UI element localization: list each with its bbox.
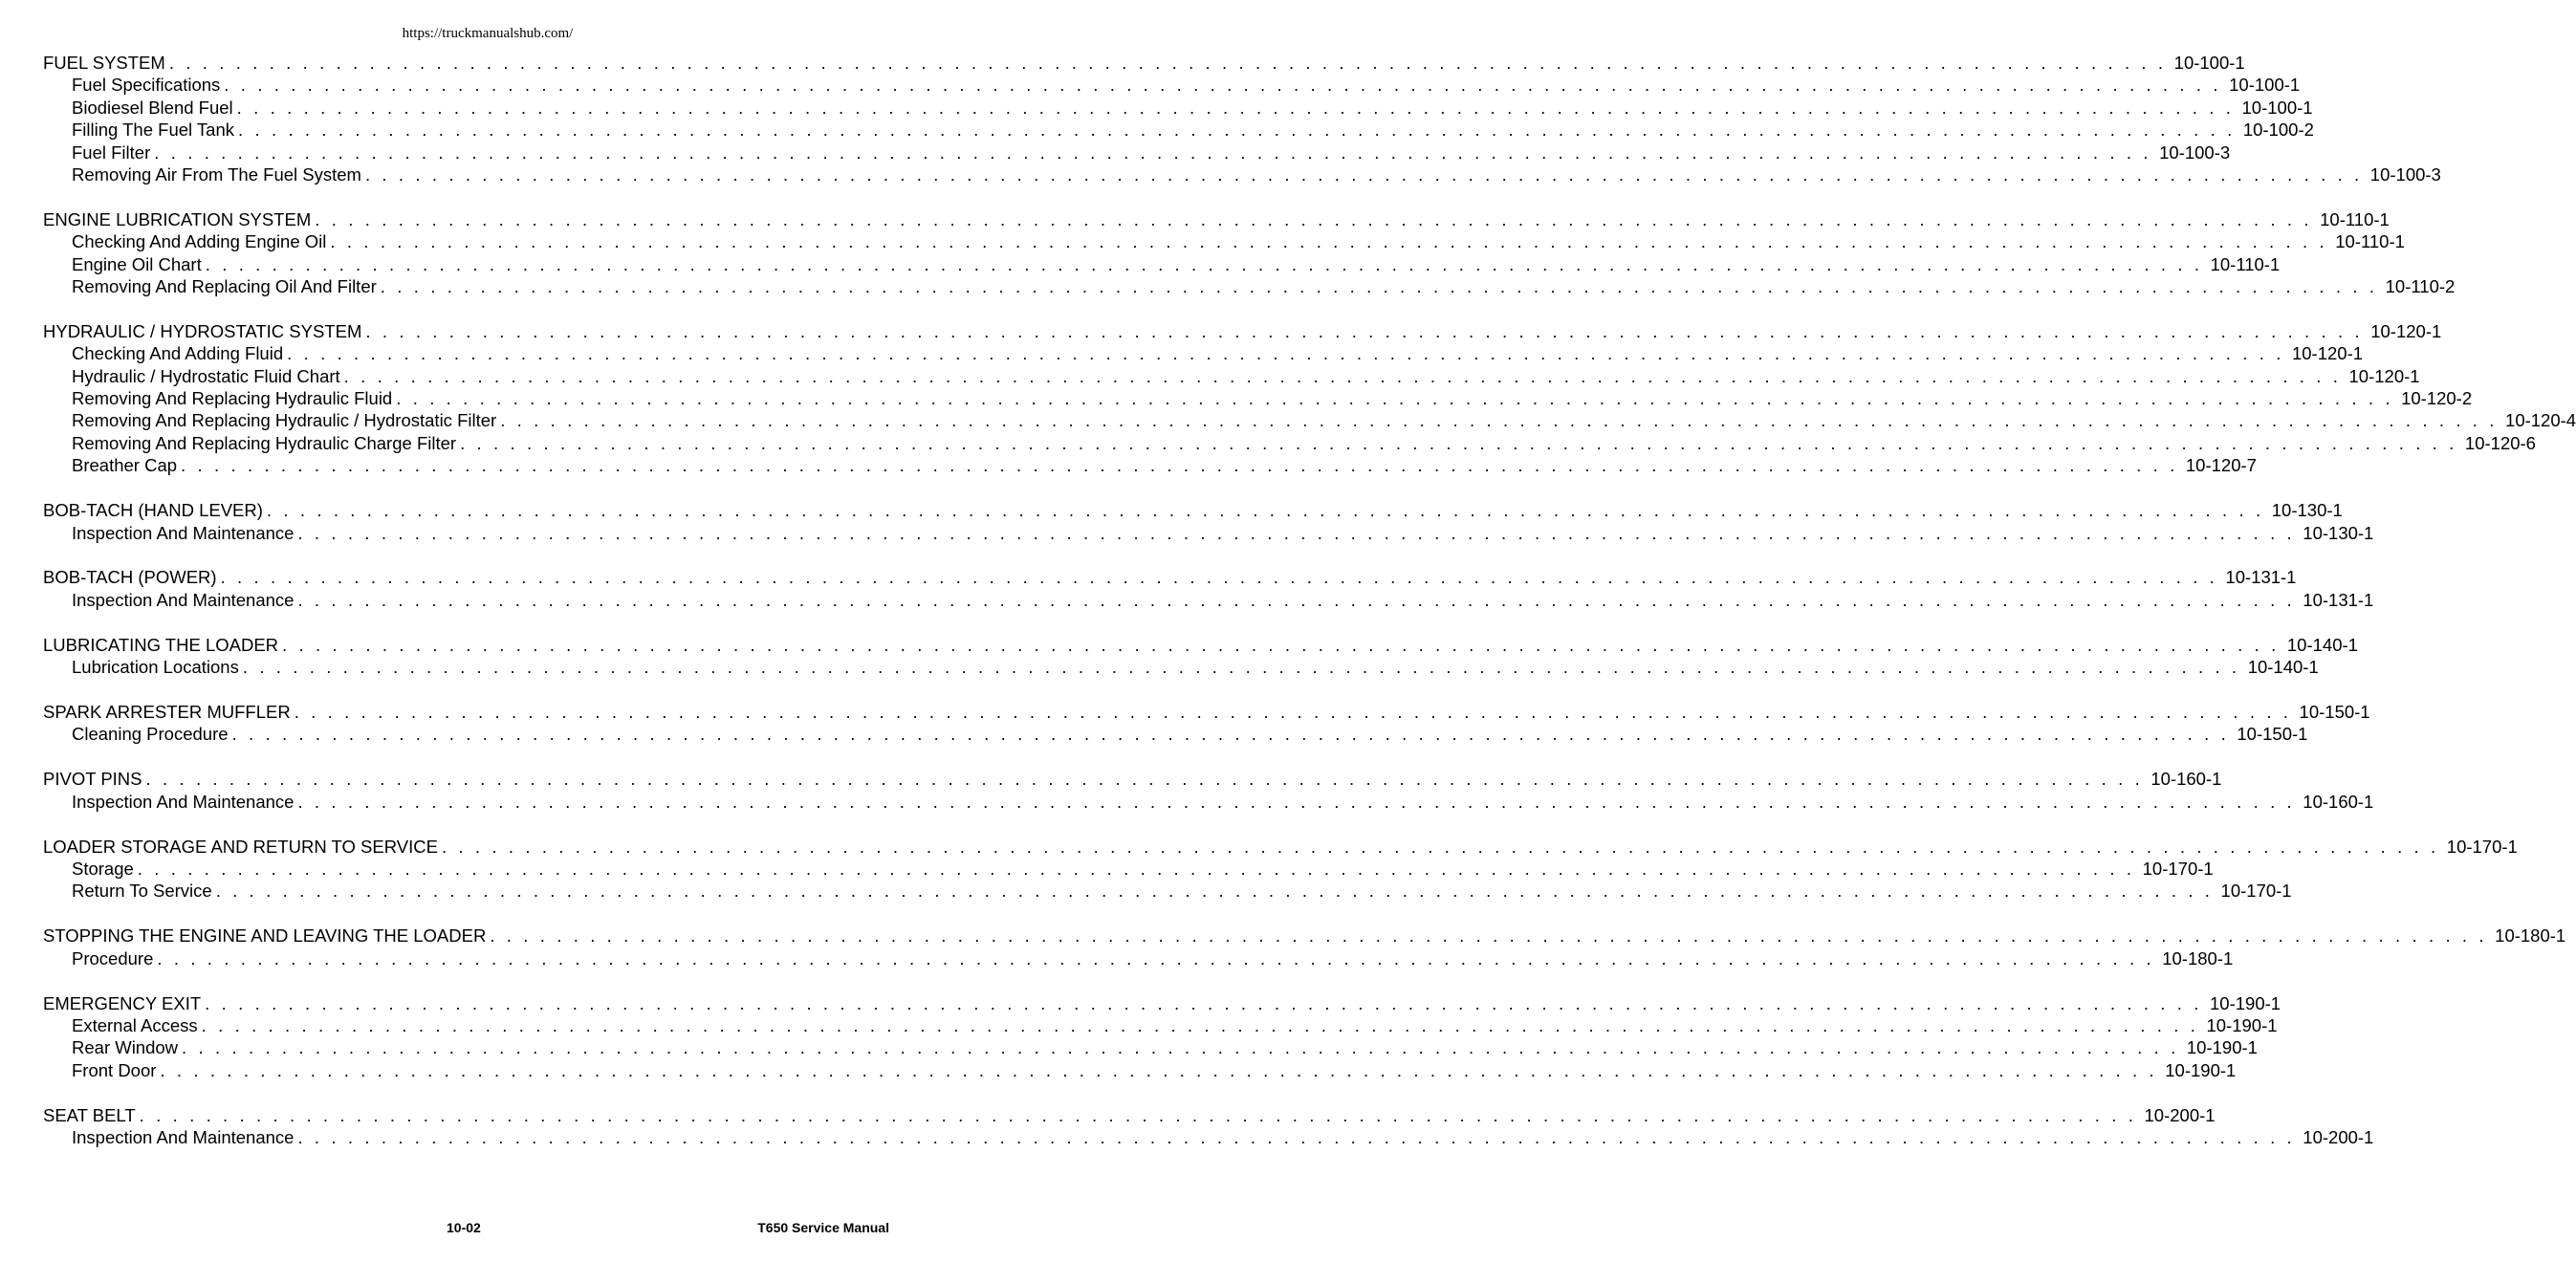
dot-leader: . . . . . . . . . . . . . . . . . . . . . . . . . . . . . . . . . . . . . . . . . . . . . . . . . . . . . . . . . . . . . . . . . . . . . . . . . . . . . . . . . . . . . . . . . . . . . . . . . . . . . . . . . . . . . . . . . . . . . . . . — [236, 97, 2235, 118]
toc-entry-title: Fuel Specifications — [72, 75, 221, 96]
toc-entry[interactable] — [43, 1126, 2374, 1148]
toc-page-number: 10-130-1 — [2271, 500, 2343, 521]
toc-page-number: 10-131-1 — [2225, 567, 2297, 588]
toc-entry[interactable] — [43, 858, 2214, 880]
toc-section-title: HYDRAULIC / HYDROSTATIC SYSTEM — [43, 320, 362, 341]
toc-entry[interactable] — [43, 880, 2292, 902]
toc-section — [43, 566, 2374, 611]
toc-section-title: STOPPING THE ENGINE AND LEAVING THE LOADER — [43, 925, 487, 946]
toc-section-heading[interactable] — [43, 52, 2245, 74]
toc-page-number: 10-170-1 — [2220, 881, 2292, 902]
dot-leader: . . . . . . . . . . . . . . . . . . . . . . . . . . . . . . . . . . . . . . . . . . . . . . . . . . . . . . . . . . . . . . . . . . . . . . . . . . . . . . . . . . . . . . . . . . . . . . . . . . . . . . . . . . . . . . . . . . . . . . . . — [343, 365, 2342, 386]
toc-section-heading[interactable] — [43, 925, 2566, 946]
toc-entry[interactable] — [43, 342, 2364, 364]
toc-page-number: 10-120-7 — [2185, 455, 2257, 476]
toc-page-number: 10-100-1 — [2173, 53, 2245, 73]
toc-page-number: 10-160-1 — [2303, 791, 2374, 812]
toc-entry-title: Removing Air From The Fuel System — [72, 163, 361, 185]
toc-section-title: PIVOT PINS — [43, 769, 142, 790]
toc-entry[interactable] — [43, 656, 2319, 678]
dot-leader: . . . . . . . . . . . . . . . . . . . . . . . . . . . . . . . . . . . . . . . . . . . . . . . . . . . . . . . . . . . . . . . . . . . . . . . . . . . . . . . . . . . . . . . . . . . . . . . . . . . . . . . . . . . . . . . . . . . . . . . . — [282, 634, 2280, 655]
dot-leader: . . . . . . . . . . . . . . . . . . . . . . . . . . . . . . . . . . . . . . . . . . . . . . . . . . . . . . . . . . . . . . . . . . . . . . . . . . . . . . . . . . . . . . . . . . . . . . . . . . . . . . . . . . . . . . . . . . . . . . . . — [139, 1104, 2137, 1125]
toc-page-number: 10-100-1 — [2229, 75, 2301, 96]
toc-section-heading[interactable] — [43, 836, 2518, 858]
toc-page-number: 10-120-2 — [2401, 388, 2473, 409]
dot-leader: . . . . . . . . . . . . . . . . . . . . . . . . . . . . . . . . . . . . . . . . . . . . . . . . . . . . . . . . . . . . . . . . . . . . . . . . . . . . . . . . . . . . . . . . . . . . . . . . . . . . . . . . . . . . . . . . . . . . . . . . — [365, 320, 2364, 341]
dot-leader: . . . . . . . . . . . . . . . . . . . . . . . . . . . . . . . . . . . . . . . . . . . . . . . . . . . . . . . . . . . . . . . . . . . . . . . . . . . . . . . . . . . . . . . . . . . . . . . . . . . . . . . . . . . . . . . . . . . . . . . . — [220, 567, 2218, 588]
toc-section — [43, 925, 2566, 969]
toc-page-number: 10-140-1 — [2247, 657, 2319, 678]
toc-page-number: 10-150-1 — [2299, 701, 2370, 722]
dot-leader: . . . . . . . . . . . . . . . . . . . . . . . . . . . . . . . . . . . . . . . . . . . . . . . . . . . . . . . . . . . . . . . . . . . . . . . . . . . . . . . . . . . . . . . . . . . . . . . . . . . . . . . . . . . . . . . . . . . . . . . . — [242, 657, 2240, 678]
toc-entry-title: Inspection And Maintenance — [72, 791, 295, 812]
toc-page-number: 10-200-1 — [2303, 1126, 2374, 1147]
toc-section-title: SPARK ARRESTER MUFFLER — [43, 701, 291, 722]
toc-entry-title: Return To Service — [72, 881, 212, 902]
toc-entry[interactable] — [43, 432, 2536, 454]
toc-entry[interactable] — [43, 275, 2456, 297]
toc-entry-title: Checking And Adding Engine Oil — [72, 231, 327, 252]
toc-entry-title: Breather Cap — [72, 455, 178, 476]
toc-page-number: 10-120-6 — [2464, 432, 2536, 453]
toc-page-number: 10-100-3 — [2159, 141, 2231, 163]
toc-entry[interactable] — [43, 253, 2281, 275]
toc-entry[interactable] — [43, 791, 2374, 813]
header-url: https://truckmanualshub.com/ — [402, 26, 574, 41]
table-of-contents — [43, 52, 2576, 1171]
dot-leader: . . . . . . . . . . . . . . . . . . . . . . . . . . . . . . . . . . . . . . . . . . . . . . . . . . . . . . . . . . . . . . . . . . . . . . . . . . . . . . . . . . . . . . . . . . . . . . . . . . . . . . . . . . . . . . . . . . . . . . . . — [215, 881, 2214, 902]
toc-entry-title: Filling The Fuel Tank — [72, 120, 235, 141]
toc-entry-title: Engine Oil Chart — [72, 253, 202, 274]
footer-manual-title: T650 Service Manual — [757, 1220, 889, 1235]
toc-entry-title: Cleaning Procedure — [72, 724, 229, 745]
dot-leader: . . . . . . . . . . . . . . . . . . . . . . . . . . . . . . . . . . . . . . . . . . . . . . . . . . . . . . . . . . . . . . . . . . . . . . . . . . . . . . . . . . . . . . . . . . . . . . . . . . . . . . . . . . . . . . . . . . . . . . . . — [137, 858, 2135, 879]
toc-entry[interactable] — [43, 1036, 2258, 1058]
toc-entry[interactable] — [43, 947, 2234, 969]
dot-leader: . . . . . . . . . . . . . . . . . . . . . . . . . . . . . . . . . . . . . . . . . . . . . . . . . . . . . . . . . . . . . . . . . . . . . . . . . . . . . . . . . . . . . . . . . . . . . . . . . . . . . . . . . . . . . . . . . . . . . . . . — [201, 1014, 2199, 1035]
toc-section — [43, 634, 2358, 679]
toc-entry-title: Removing And Replacing Oil And Filter — [72, 276, 377, 297]
toc-section-title: EMERGENCY EXIT — [43, 992, 202, 1013]
toc-entry-title: Removing And Replacing Hydraulic Fluid — [72, 388, 393, 409]
toc-section-heading[interactable] — [43, 499, 2343, 521]
dot-leader: . . . . . . . . . . . . . . . . . . . . . . . . . . . . . . . . . . . . . . . . . . . . . . . . . . . . . . . . . . . . . . . . . . . . . . . . . . . . . . . . . . . . . . . . . . . . . . . . . . . . . . . . . . . . . . . . . . . . . . . . — [157, 947, 2155, 968]
dot-leader: . . . . . . . . . . . . . . . . . . . . . . . . . . . . . . . . . . . . . . . . . . . . . . . . . . . . . . . . . . . . . . . . . . . . . . . . . . . . . . . . . . . . . . . . . . . . . . . . . . . . . . . . . . . . . . . . . . . . . . . . — [181, 455, 2178, 476]
toc-section-title: BOB-TACH (POWER) — [43, 567, 217, 588]
dot-leader: . . . . . . . . . . . . . . . . . . . . . . . . . . . . . . . . . . . . . . . . . . . . . . . . . . . . . . . . . . . . . . . . . . . . . . . . . . . . . . . . . . . . . . . . . . . . . . . . . . . . . . . . . . . . . . . . . . . . . . . . — [364, 163, 2363, 185]
toc-section-title: LOADER STORAGE AND RETURN TO SERVICE — [43, 836, 438, 857]
toc-entry-title: Removing And Replacing Hydraulic Charge Filter — [72, 432, 457, 453]
dot-leader: . . . . . . . . . . . . . . . . . . . . . . . . . . . . . . . . . . . . . . . . . . . . . . . . . . . . . . . . . . . . . . . . . . . . . . . . . . . . . . . . . . . . . . . . . . . . . . . . . . . . . . . . . . . . . . . . . . . . . . . . — [460, 432, 2457, 453]
toc-entry-title: Inspection And Maintenance — [72, 1126, 295, 1147]
dot-leader: . . . . . . . . . . . . . . . . . . . . . . . . . . . . . . . . . . . . . . . . . . . . . . . . . . . . . . . . . . . . . . . . . . . . . . . . . . . . . . . . . . . . . . . . . . . . . . . . . . . . . . . . . . . . . . . . . . . . . . . . — [154, 141, 2152, 163]
toc-section-title: SEAT BELT — [43, 1104, 136, 1125]
dot-leader: . . . . . . . . . . . . . . . . . . . . . . . . . . . . . . . . . . . . . . . . . . . . . . . . . . . . . . . . . . . . . . . . . . . . . . . . . . . . . . . . . . . . . . . . . . . . . . . . . . . . . . . . . . . . . . . . . . . . . . . . — [287, 343, 2284, 364]
toc-entry-title: Lubrication Locations — [72, 657, 239, 678]
dot-leader: . . . . . . . . . . . . . . . . . . . . . . . . . . . . . . . . . . . . . . . . . . . . . . . . . . . . . . . . . . . . . . . . . . . . . . . . . . . . . . . . . . . . . . . . . . . . . . . . . . . . . . . . . . . . . . . . . . . . . . . . — [490, 925, 2488, 946]
toc-entry[interactable] — [43, 387, 2473, 409]
toc-page-number: 10-110-1 — [2335, 231, 2405, 252]
toc-section-title: BOB-TACH (HAND LEVER) — [43, 500, 263, 521]
toc-page-number: 10-190-1 — [2206, 1014, 2278, 1035]
dot-leader: . . . . . . . . . . . . . . . . . . . . . . . . . . . . . . . . . . . . . . . . . . . . . . . . . . . . . . . . . . . . . . . . . . . . . . . . . . . . . . . . . . . . . . . . . . . . . . . . . . . . . . . . . . . . . . . . . . . . . . . . — [231, 724, 2230, 745]
toc-page-number: 10-120-1 — [2370, 320, 2442, 341]
toc-entry[interactable] — [43, 74, 2301, 96]
toc-section-heading[interactable] — [43, 566, 2297, 588]
toc-entry[interactable] — [43, 723, 2308, 745]
dot-leader: . . . . . . . . . . . . . . . . . . . . . . . . . . . . . . . . . . . . . . . . . . . . . . . . . . . . . . . . . . . . . . . . . . . . . . . . . . . . . . . . . . . . . . . . . . . . . . . . . . . . . . . . . . . . . . . . . . . . . . . . — [330, 231, 2328, 252]
dot-leader: . . . . . . . . . . . . . . . . . . . . . . . . . . . . . . . . . . . . . . . . . . . . . . . . . . . . . . . . . . . . . . . . . . . . . . . . . . . . . . . . . . . . . . . . . . . . . . . . . . . . . . . . . . . . . . . . . . . . . . . . — [182, 1037, 2179, 1058]
toc-section-heading[interactable] — [43, 208, 2390, 230]
toc-section — [43, 52, 2441, 185]
toc-page-number: 10-120-4 — [2505, 410, 2576, 431]
toc-section-heading[interactable] — [43, 320, 2442, 342]
dot-leader: . . . . . . . . . . . . . . . . . . . . . . . . . . . . . . . . . . . . . . . . . . . . . . . . . . . . . . . . . . . . . . . . . . . . . . . . . . . . . . . . . . . . . . . . . . . . . . . . . . . . . . . . . . . . . . . . . . . . . . . . — [441, 836, 2439, 857]
toc-page-number: 10-180-1 — [2162, 947, 2234, 968]
toc-entry-title: Removing And Replacing Hydraulic / Hydrostatic Filter — [72, 410, 497, 431]
dot-leader: . . . . . . . . . . . . . . . . . . . . . . . . . . . . . . . . . . . . . . . . . . . . . . . . . . . . . . . . . . . . . . . . . . . . . . . . . . . . . . . . . . . . . . . . . . . . . . . . . . . . . . . . . . . . . . . . . . . . . . . . — [380, 276, 2378, 297]
toc-entry[interactable] — [43, 1059, 2237, 1081]
toc-entry[interactable] — [43, 522, 2374, 544]
toc-entry-title: Rear Window — [72, 1037, 179, 1058]
toc-entry-title: Fuel Filter — [72, 141, 151, 163]
toc-page-number: 10-170-1 — [2446, 836, 2518, 857]
toc-section — [43, 208, 2456, 298]
toc-page-number: 10-190-1 — [2210, 992, 2281, 1013]
toc-section — [43, 992, 2281, 1082]
toc-entry-title: Hydraulic / Hydrostatic Fluid Chart — [72, 365, 340, 386]
toc-page-number: 10-110-2 — [2385, 276, 2456, 297]
toc-entry-title: Inspection And Maintenance — [72, 589, 295, 610]
toc-page-number: 10-150-1 — [2237, 724, 2308, 745]
toc-entry[interactable] — [43, 365, 2420, 387]
dot-leader: . . . . . . . . . . . . . . . . . . . . . . . . . . . . . . . . . . . . . . . . . . . . . . . . . . . . . . . . . . . . . . . . . . . . . . . . . . . . . . . . . . . . . . . . . . . . . . . . . . . . . . . . . . . . . . . . . . . . . . . . — [297, 791, 2296, 812]
toc-page-number: 10-110-1 — [2320, 208, 2390, 229]
dot-leader: . . . . . . . . . . . . . . . . . . . . . . . . . . . . . . . . . . . . . . . . . . . . . . . . . . . . . . . . . . . . . . . . . . . . . . . . . . . . . . . . . . . . . . . . . . . . . . . . . . . . . . . . . . . . . . . . . . . . . . . . — [205, 253, 2203, 274]
dot-leader: . . . . . . . . . . . . . . . . . . . . . . . . . . . . . . . . . . . . . . . . . . . . . . . . . . . . . . . . . . . . . . . . . . . . . . . . . . . . . . . . . . . . . . . . . . . . . . . . . . . . . . . . . . . . . . . . . . . . . . . . — [160, 1059, 2158, 1080]
toc-entry-title: Front Door — [72, 1059, 157, 1080]
toc-section — [43, 1104, 2374, 1149]
toc-page-number: 10-100-2 — [2242, 120, 2314, 141]
toc-section-heading[interactable] — [43, 768, 2222, 790]
toc-page-number: 10-100-3 — [2369, 163, 2441, 185]
dot-leader: . . . . . . . . . . . . . . . . . . . . . . . . . . . . . . . . . . . . . . . . . . . . . . . . . . . . . . . . . . . . . . . . . . . . . . . . . . . . . . . . . . . . . . . . . . . . . . . . . . . . . . . . . . . . . . . . . . . . . . . . — [266, 500, 2264, 521]
toc-page-number: 10-180-1 — [2495, 925, 2566, 946]
toc-page-number: 10-200-1 — [2144, 1104, 2216, 1125]
toc-section — [43, 768, 2374, 813]
toc-page-number: 10-190-1 — [2165, 1059, 2237, 1080]
toc-entry[interactable] — [43, 1014, 2278, 1036]
toc-page-number: 10-140-1 — [2286, 634, 2358, 655]
toc-entry[interactable] — [43, 589, 2374, 611]
toc-entry-title: Storage — [72, 858, 134, 879]
dot-leader: . . . . . . . . . . . . . . . . . . . . . . . . . . . . . . . . . . . . . . . . . . . . . . . . . . . . . . . . . . . . . . . . . . . . . . . . . . . . . . . . . . . . . . . . . . . . . . . . . . . . . . . . . . . . . . . . . . . . . . . . — [297, 522, 2296, 543]
toc-section-heading[interactable] — [43, 701, 2370, 723]
toc-section-heading[interactable] — [43, 634, 2358, 656]
toc-section — [43, 320, 2576, 477]
toc-entry[interactable] — [43, 97, 2313, 119]
dot-leader: . . . . . . . . . . . . . . . . . . . . . . . . . . . . . . . . . . . . . . . . . . . . . . . . . . . . . . . . . . . . . . . . . . . . . . . . . . . . . . . . . . . . . . . . . . . . . . . . . . . . . . . . . . . . . . . . . . . . . . . . — [500, 410, 2499, 431]
toc-entry[interactable] — [43, 119, 2314, 141]
toc-page-number: 10-120-1 — [2348, 365, 2420, 386]
dot-leader: . . . . . . . . . . . . . . . . . . . . . . . . . . . . . . . . . . . . . . . . . . . . . . . . . . . . . . . . . . . . . . . . . . . . . . . . . . . . . . . . . . . . . . . . . . . . . . . . . . . . . . . . . . . . . . . . . . . . . . . . — [224, 75, 2222, 96]
toc-section-title: LUBRICATING THE LOADER — [43, 634, 279, 655]
toc-entry-title: Checking And Adding Fluid — [72, 343, 284, 364]
toc-section-heading[interactable] — [43, 992, 2281, 1014]
dot-leader: . . . . . . . . . . . . . . . . . . . . . . . . . . . . . . . . . . . . . . . . . . . . . . . . . . . . . . . . . . . . . . . . . . . . . . . . . . . . . . . . . . . . . . . . . . . . . . . . . . . . . . . . . . . . . . . . . . . . . . . . — [168, 53, 2167, 73]
toc-entry-title: Procedure — [72, 947, 154, 968]
dot-leader: . . . . . . . . . . . . . . . . . . . . . . . . . . . . . . . . . . . . . . . . . . . . . . . . . . . . . . . . . . . . . . . . . . . . . . . . . . . . . . . . . . . . . . . . . . . . . . . . . . . . . . . . . . . . . . . . . . . . . . . . — [238, 120, 2236, 141]
toc-section — [43, 701, 2370, 746]
toc-entry-title: Biodiesel Blend Fuel — [72, 97, 233, 118]
toc-section-title: FUEL SYSTEM — [43, 53, 165, 73]
toc-page-number: 10-190-1 — [2186, 1037, 2258, 1058]
dot-leader: . . . . . . . . . . . . . . . . . . . . . . . . . . . . . . . . . . . . . . . . . . . . . . . . . . . . . . . . . . . . . . . . . . . . . . . . . . . . . . . . . . . . . . . . . . . . . . . . . . . . . . . . . . . . . . . . . . . . . . . . — [294, 701, 2292, 722]
footer-page-number: 10-02 — [447, 1220, 481, 1235]
toc-entry[interactable] — [43, 163, 2441, 185]
toc-entry[interactable] — [43, 454, 2257, 476]
toc-page-number: 10-120-1 — [2291, 343, 2364, 364]
toc-section-heading[interactable] — [43, 1104, 2216, 1126]
toc-entry-title: External Access — [72, 1014, 198, 1035]
dot-leader: . . . . . . . . . . . . . . . . . . . . . . . . . . . . . . . . . . . . . . . . . . . . . . . . . . . . . . . . . . . . . . . . . . . . . . . . . . . . . . . . . . . . . . . . . . . . . . . . . . . . . . . . . . . . . . . . . . . . . . . . — [297, 1126, 2296, 1147]
dot-leader: . . . . . . . . . . . . . . . . . . . . . . . . . . . . . . . . . . . . . . . . . . . . . . . . . . . . . . . . . . . . . . . . . . . . . . . . . . . . . . . . . . . . . . . . . . . . . . . . . . . . . . . . . . . . . . . . . . . . . . . . — [205, 992, 2203, 1013]
toc-entry[interactable] — [43, 141, 2231, 163]
toc-section-title: ENGINE LUBRICATION SYSTEM — [43, 208, 312, 229]
dot-leader: . . . . . . . . . . . . . . . . . . . . . . . . . . . . . . . . . . . . . . . . . . . . . . . . . . . . . . . . . . . . . . . . . . . . . . . . . . . . . . . . . . . . . . . . . . . . . . . . . . . . . . . . . . . . . . . . . . . . . . . . — [315, 208, 2313, 229]
toc-section — [43, 499, 2374, 544]
toc-entry[interactable] — [43, 230, 2405, 252]
toc-page-number: 10-100-1 — [2241, 97, 2313, 118]
toc-section — [43, 836, 2518, 903]
dot-leader: . . . . . . . . . . . . . . . . . . . . . . . . . . . . . . . . . . . . . . . . . . . . . . . . . . . . . . . . . . . . . . . . . . . . . . . . . . . . . . . . . . . . . . . . . . . . . . . . . . . . . . . . . . . . . . . . . . . . . . . . — [145, 769, 2144, 790]
dot-leader: . . . . . . . . . . . . . . . . . . . . . . . . . . . . . . . . . . . . . . . . . . . . . . . . . . . . . . . . . . . . . . . . . . . . . . . . . . . . . . . . . . . . . . . . . . . . . . . . . . . . . . . . . . . . . . . . . . . . . . . . — [297, 589, 2296, 610]
toc-page-number: 10-110-1 — [2210, 253, 2281, 274]
toc-page-number: 10-130-1 — [2303, 522, 2374, 543]
toc-page-number: 10-131-1 — [2303, 589, 2374, 610]
toc-page-number: 10-170-1 — [2142, 858, 2214, 879]
toc-entry-title: Inspection And Maintenance — [72, 522, 295, 543]
toc-page-number: 10-160-1 — [2150, 769, 2222, 790]
toc-entry[interactable] — [43, 409, 2576, 431]
dot-leader: . . . . . . . . . . . . . . . . . . . . . . . . . . . . . . . . . . . . . . . . . . . . . . . . . . . . . . . . . . . . . . . . . . . . . . . . . . . . . . . . . . . . . . . . . . . . . . . . . . . . . . . . . . . . . . . . . . . . . . . . — [396, 388, 2394, 409]
